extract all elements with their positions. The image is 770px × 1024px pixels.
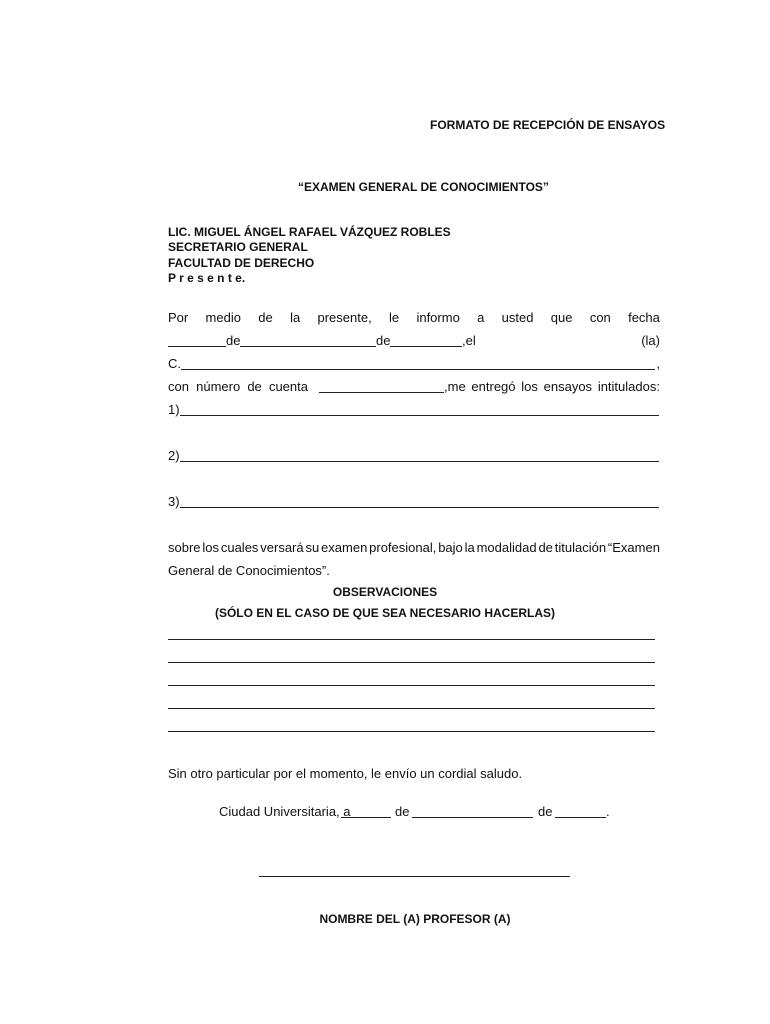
word: ,me	[444, 379, 466, 394]
word: que	[550, 310, 573, 325]
line2-de-1: de	[226, 333, 241, 348]
word: con	[589, 310, 611, 325]
word: de	[247, 379, 262, 394]
word: número	[196, 379, 241, 394]
account-number-blank[interactable]	[319, 379, 444, 393]
word: medio	[205, 310, 241, 325]
signature-line[interactable]	[259, 876, 570, 877]
item-2-label: 2)	[168, 448, 180, 463]
date-year-blank[interactable]	[555, 804, 606, 818]
place-prefix: Ciudad Universitaria, a	[219, 804, 351, 819]
citizen-prefix: C.	[168, 356, 181, 371]
signature-label: NOMBRE DEL (A) PROFESOR (A)	[319, 912, 511, 926]
observation-line-2[interactable]	[168, 662, 655, 663]
word: cuenta	[268, 379, 308, 394]
essay-3-blank[interactable]	[180, 494, 659, 508]
word: ensayos	[543, 379, 593, 394]
word: presente,	[317, 310, 372, 325]
place-de-1: de	[395, 804, 410, 819]
word: versará	[260, 540, 304, 555]
word: su	[305, 540, 320, 555]
date-day-blank[interactable]	[341, 804, 391, 818]
year-blank[interactable]	[390, 333, 462, 347]
addressee-position: SECRETARIO GENERAL	[168, 240, 308, 254]
observation-line-1[interactable]	[168, 639, 655, 640]
addressee-name: LIC. MIGUEL ÁNGEL RAFAEL VÁZQUEZ ROBLES	[168, 225, 451, 239]
essay-item-2	[168, 448, 660, 464]
word: bajo	[438, 540, 463, 555]
student-name-blank[interactable]	[181, 356, 655, 370]
line4-right	[444, 379, 660, 395]
word: cuales	[220, 540, 259, 555]
place-de-2: de	[538, 804, 553, 819]
closing-line-1	[168, 540, 660, 556]
form-title: FORMATO DE RECEPCIÓN DE ENSAYOS	[430, 118, 666, 132]
word: intitulados:	[597, 379, 660, 394]
word: titulación	[554, 540, 607, 555]
word: le	[389, 310, 400, 325]
presente-label: P r e s e n t e.	[168, 271, 246, 285]
essay-1-blank[interactable]	[180, 402, 659, 416]
item-1-label: 1)	[168, 402, 180, 417]
word: sobre	[168, 540, 201, 555]
word: los	[202, 540, 219, 555]
month-blank[interactable]	[240, 333, 376, 347]
word: entregó	[471, 379, 516, 394]
word: modalidad	[476, 540, 537, 555]
essay-item-1	[168, 402, 660, 418]
word: Por	[168, 310, 189, 325]
word: con	[168, 379, 189, 394]
body-line-4	[168, 379, 660, 395]
body-line-1	[168, 310, 660, 326]
body-line-2	[168, 333, 660, 349]
word: de	[258, 310, 273, 325]
addressee-faculty: FACULTAD DE DERECHO	[168, 256, 315, 270]
observation-line-3[interactable]	[168, 685, 655, 686]
date-month-blank[interactable]	[412, 804, 533, 818]
exam-title: “EXAMEN GENERAL DE CONOCIMIENTOS”	[298, 180, 549, 194]
item-3-label: 3)	[168, 494, 180, 509]
word: los	[521, 379, 538, 394]
word: la	[290, 310, 301, 325]
closing-line-2: General de Conocimientos”.	[168, 563, 330, 578]
word: “Examen	[607, 540, 660, 555]
line4-left	[168, 379, 308, 395]
essay-item-3	[168, 494, 660, 510]
word: a	[477, 310, 485, 325]
word: examen	[321, 540, 368, 555]
observation-line-5[interactable]	[168, 731, 655, 732]
place-end: .	[606, 804, 610, 819]
observations-title: OBSERVACIONES	[332, 585, 438, 599]
line2-la: (la)	[641, 333, 660, 348]
day-blank[interactable]	[168, 333, 226, 347]
line2-de-2: de	[376, 333, 391, 348]
word: informo	[416, 310, 460, 325]
word: profesional,	[369, 540, 437, 555]
observations-subtitle: (SÓLO EN EL CASO DE QUE SEA NECESARIO HACERLAS)	[214, 606, 556, 620]
observation-line-4[interactable]	[168, 708, 655, 709]
place-date-line	[219, 804, 619, 820]
line2-el: ,el	[462, 333, 476, 348]
word: de	[538, 540, 553, 555]
word: usted	[501, 310, 534, 325]
essay-2-blank[interactable]	[180, 448, 659, 462]
farewell-text: Sin otro particular por el momento, le envío un cordial saludo.	[168, 766, 523, 781]
line3-comma: ,	[656, 356, 660, 371]
word: fecha	[628, 310, 660, 325]
word: la	[464, 540, 475, 555]
body-line-3	[168, 356, 660, 372]
